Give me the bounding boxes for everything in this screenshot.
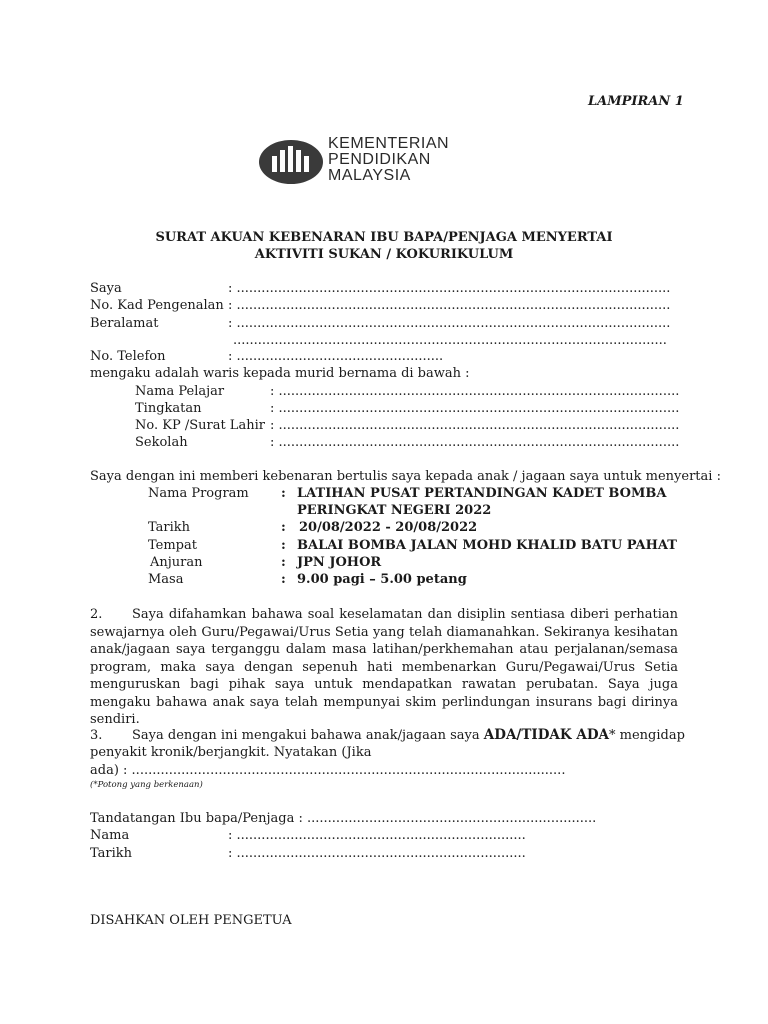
field-label-form: Tingkatan (135, 401, 202, 416)
program-label-venue: Tempat (148, 538, 197, 553)
paragraph-2-text: Saya difahamkan bahawa soal keselamatan dan disiplin sentiasa diberi perhatian sewajarnya oleh Guru/Pegawai/Urus Setia yang telah diamanahkan. Sekiranya kesihatan anak/jagaan saya terganggu dalam masa latihan/perkhemahan atau perjalanan/semasa program, maka saya dengan sepenuh hati membenarkan Guru/Pegawai/Urus Setia menguruskan bagi pihak saya untuk mendapatkan rawatan perubatan. Saya juga mengaku bahawa anak saya telah mempunyai skim perlindungan insurans bagi dirinya sendiri. (90, 607, 678, 727)
form-title-line-1: SURAT AKUAN KEBENARAN IBU BAPA/PENJAGA MENYERTAI (155, 230, 613, 245)
program-colon-date: : (281, 520, 286, 535)
field-input-phone[interactable]: : .................................................. (228, 349, 444, 364)
paragraph-3-line-1 (90, 727, 685, 743)
program-colon-organizer: : (281, 555, 286, 570)
signature-label: Tandatangan Ibu bapa/Penjaga : (90, 811, 303, 826)
program-label-time: Masa (148, 572, 184, 587)
name-input[interactable]: : ...................................................................... (228, 828, 526, 843)
program-value-name-2: PERINGKAT NEGERI 2022 (297, 503, 492, 518)
logo-line-1: KEMENTERIAN (328, 135, 450, 152)
program-value-venue: BALAI BOMBA JALAN MOHD KHALID BATU PAHAT (297, 538, 677, 553)
field-label-ic: No. Kad Pengenalan (90, 298, 224, 313)
paragraph-3-line-3 (90, 763, 565, 778)
lampiran-label: LAMPIRAN 1 (588, 94, 684, 109)
signature-row (90, 811, 596, 826)
program-label-name: Nama Program (148, 486, 249, 501)
form-title-line-2: AKTIVITI SUKAN / KOKURIKULUM (254, 247, 514, 262)
field-input-address-2[interactable]: ......................................................................................................... (233, 333, 667, 348)
paragraph-3-number: 3. (90, 728, 103, 743)
logo-line-3: MALAYSIA (328, 167, 411, 184)
ministry-emblem-icon (258, 134, 324, 190)
program-value-name: LATIHAN PUSAT PERTANDINGAN KADET BOMBA (297, 486, 667, 501)
field-input-student-ic[interactable]: : ................................................................................................. (270, 418, 680, 433)
program-colon-venue: : (281, 538, 286, 553)
waris-statement: mengaku adalah waris kepada murid bernama di bawah : (90, 366, 470, 381)
program-label-organizer: Anjuran (150, 555, 203, 570)
field-input-ic[interactable]: : ......................................................................................................... (228, 298, 671, 313)
field-input-form[interactable]: : ................................................................................................. (270, 401, 680, 416)
field-input-saya[interactable]: : ......................................................................................................... (228, 281, 671, 296)
program-colon-name: : (281, 486, 286, 501)
date-input[interactable]: : ...................................................................... (228, 846, 526, 861)
field-label-saya: Saya (90, 281, 122, 296)
field-label-school: Sekolah (135, 435, 188, 450)
field-label-address: Beralamat (90, 316, 159, 331)
program-label-date: Tarikh (148, 520, 191, 535)
field-input-illness[interactable]: ......................................................................................................... (127, 763, 566, 778)
ministry-logo (258, 134, 490, 190)
principal-approval: DISAHKAN OLEH PENGETUA (90, 913, 292, 928)
program-value-date: 20/08/2022 - 20/08/2022 (299, 520, 478, 535)
field-input-address-1[interactable]: : ......................................................................................................... (228, 316, 671, 331)
permission-statement: Saya dengan ini memberi kebenaran bertulis saya kepada anak / jagaan saya untuk menyertai : (90, 469, 721, 484)
paragraph-3-line-2: penyakit kronik/berjangkit. Nyatakan (Jika (90, 745, 372, 760)
field-label-student-name: Nama Pelajar (135, 384, 225, 399)
field-input-school[interactable]: : ................................................................................................. (270, 435, 680, 450)
field-label-phone: No. Telefon (90, 349, 166, 364)
strike-note: (*Potong yang berkenaan) (90, 780, 203, 790)
field-input-student-name[interactable]: : ................................................................................................. (270, 384, 680, 399)
name-label: Nama (90, 828, 130, 843)
paragraph-3-text-before: Saya dengan ini mengakui bahawa anak/jagaan saya (132, 728, 484, 743)
program-value-organizer: JPN JOHOR (297, 555, 382, 570)
program-value-time: 9.00 pagi – 5.00 petang (297, 572, 467, 587)
paragraph-3-text-after: * mengidap (609, 728, 685, 743)
date-label: Tarikh (90, 846, 133, 861)
paragraph-3-ada-label: ada) : (90, 763, 128, 778)
paragraph-2-number: 2. (90, 607, 103, 622)
paragraph-2 (90, 606, 678, 729)
ministry-name (328, 136, 449, 184)
program-colon-time: : (281, 572, 286, 587)
ada-tidak-ada-option[interactable]: ADA/TIDAK ADA (483, 727, 609, 743)
signature-input[interactable]: ...................................................................... (302, 811, 597, 826)
logo-line-2: PENDIDIKAN (328, 151, 431, 168)
field-label-student-ic: No. KP /Surat Lahir (135, 418, 265, 433)
